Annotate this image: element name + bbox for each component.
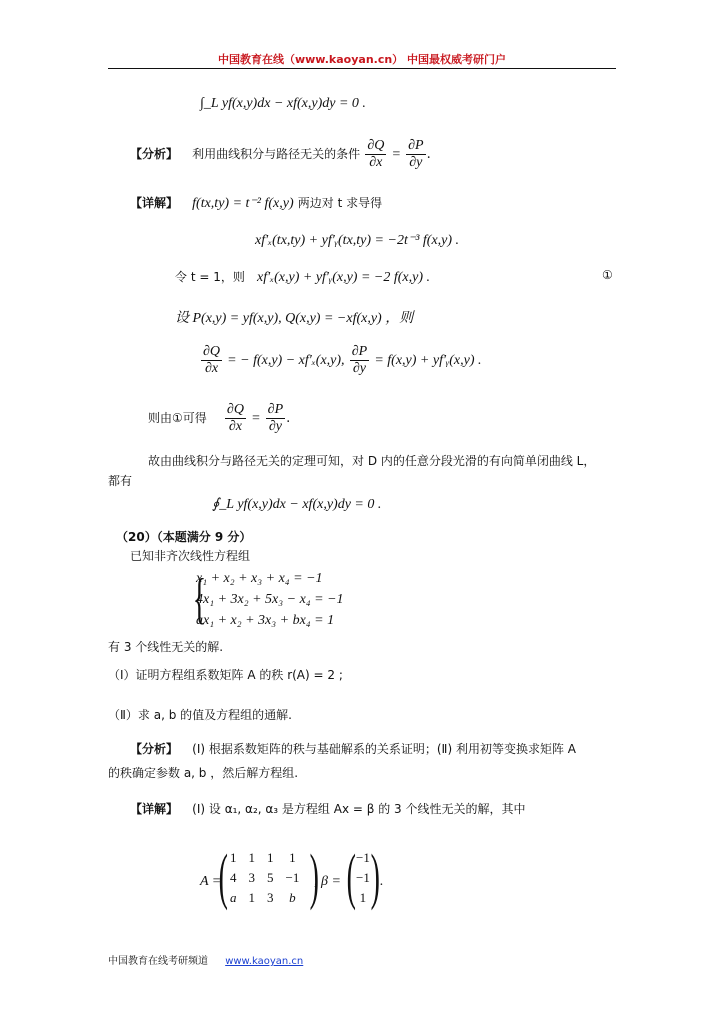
detail1 <box>130 194 382 212</box>
fraction-dp-dy-2: $\frac{\partial P}{\partial y}$ <box>351 344 368 376</box>
detail1-eq: f(tx,ty) = t⁻² f(x,y) <box>192 196 294 211</box>
partials-line <box>200 344 482 377</box>
detail-tag: 【详解】 <box>130 196 179 210</box>
analysis-text: 利用曲线积分与路径无关的条件 <box>192 147 361 161</box>
fraction-dq-dx-3: $\frac{\partial Q}{\partial x}$ <box>226 402 244 434</box>
equation-system <box>196 568 344 631</box>
set-line: 设 P(x,y) = yf(x,y), Q(x,y) = −xf(x,y) ，则 <box>175 311 414 326</box>
conclusion-line1: 故由曲线积分与路径无关的定理可知，对 D 内的任意分段光滑的有向简单闭曲线 L， <box>148 454 596 468</box>
matrix-a: 1 1 1 1 4 3 5 −1 a 1 3 b <box>230 850 300 905</box>
problem-part2: （Ⅱ）求 a, b 的值及方程组的通解. <box>108 708 292 722</box>
fraction-dq-dx-2: $\frac{\partial Q}{\partial x}$ <box>203 344 221 376</box>
beta-label: , β = <box>314 874 341 889</box>
beta-paren-right: ) <box>370 843 380 911</box>
beta-paren-left: ( <box>346 843 356 911</box>
detail2 <box>130 800 525 817</box>
matrix-end: . <box>380 874 384 889</box>
let-line <box>175 268 430 286</box>
footer-text: 中国教育在线考研频道 <box>108 956 208 967</box>
detail1-text: 两边对 t 求导得 <box>297 196 383 210</box>
analysis2-tag: 【分析】 <box>130 742 179 756</box>
eq-closed: ∮_L yf(x,y)dx − xf(x,y)dy = 0 . <box>212 497 382 512</box>
partials-end: = f(x,y) + yf′ᵧ(x,y) . <box>374 353 482 368</box>
footer-link[interactable]: www.kaoyan.cn <box>225 956 304 967</box>
problem-title: （20）（本题满分 9 分） <box>116 530 252 544</box>
system-eq-3: ax₁ + x₂ + 3x₃ + bx₄ = 1 <box>196 613 335 628</box>
header-rule <box>108 68 616 69</box>
matrix-paren-right: ) <box>309 843 319 911</box>
problem-intro: 已知非齐次线性方程组 <box>130 549 251 563</box>
footer <box>108 952 303 967</box>
partials-mid: = − f(x,y) − xf′ₓ(x,y), <box>227 353 345 368</box>
analysis-tag: 【分析】 <box>130 147 179 161</box>
then-text: 则由①可得 <box>148 411 207 425</box>
analysis1: 【分析】 利用曲线积分与路径无关的条件 $\frac{\partial Q}{\partial x}$ = $\frac{\partial P}{\partial y}$ . <box>130 138 431 170</box>
problem-part1: （Ⅰ）证明方程组系数矩阵 A 的秩 r(A) = 2 ; <box>108 668 343 682</box>
analysis2-line2: 的秩确定参数 a, b ，然后解方程组. <box>108 766 299 780</box>
let-text: 令 t = 1，则 <box>175 270 245 284</box>
beta-vector: −1 −1 1 <box>356 850 370 905</box>
analysis2-line1: (Ⅰ) 根据系数矩阵的秩与基础解系的关系证明；(Ⅱ) 利用初等变换求矩阵 A <box>192 742 576 756</box>
system-eq-2: 4x₁ + 3x₂ + 5x₃ − x₄ = −1 <box>196 592 344 607</box>
eq-deriv: xf′ₓ(tx,ty) + yf′ᵧ(tx,ty) = −2t⁻³ f(x,y) . <box>255 233 460 248</box>
matrix-paren-left: ( <box>218 843 228 911</box>
eq-top: ∫_L yf(x,y)dx − xf(x,y)dy = 0 . <box>200 96 366 111</box>
detail2-tag: 【详解】 <box>130 802 179 816</box>
matrix-lhs: A = <box>200 874 222 889</box>
circle-mark: ① <box>602 268 613 282</box>
system-brace: { <box>192 568 207 630</box>
then-line: 则由①可得 $\frac{\partial Q}{\partial x}$ = $\frac{\partial P}{\partial y}$ . <box>148 402 291 434</box>
system-eq-1: x₁ + x₂ + x₃ + x₄ = −1 <box>196 571 323 586</box>
fraction-dp-dy: $\frac{\partial P}{\partial y}$ <box>408 138 424 170</box>
let-eq: xf′ₓ(x,y) + yf′ᵧ(x,y) = −2 f(x,y) . <box>256 270 431 285</box>
page-header: 中国教育在线（www.kaoyan.cn） 中国最权威考研门户 <box>217 53 507 66</box>
problem-has: 有 3 个线性无关的解. <box>108 640 224 654</box>
analysis2 <box>130 740 576 757</box>
fraction-dq-dx: $\frac{\partial Q}{\partial x}$ <box>367 138 385 170</box>
conclusion-line2: 都有 <box>108 474 133 488</box>
detail2-text: (Ⅰ) 设 α₁, α₂, α₃ 是方程组 Ax = β 的 3 个线性无关的解，其中 <box>192 802 526 816</box>
fraction-dp-dy-3: $\frac{\partial P}{\partial y}$ <box>267 402 284 434</box>
